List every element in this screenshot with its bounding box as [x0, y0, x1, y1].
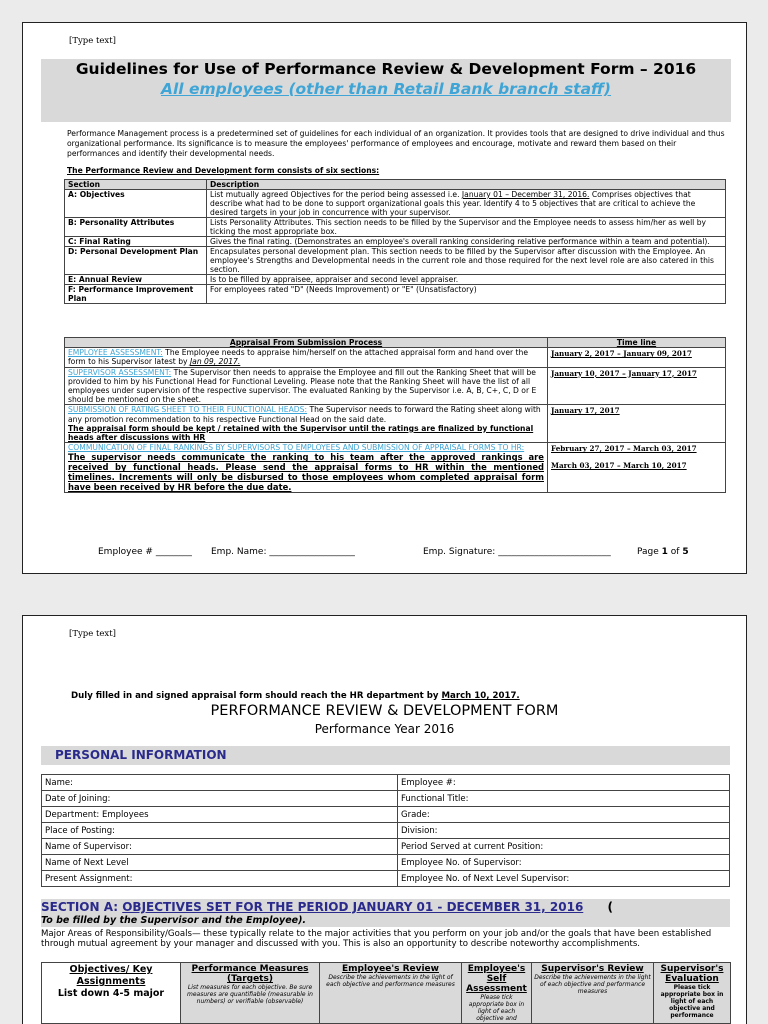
section-a-note: To be filled by the Supervisor and the Employee). [41, 915, 307, 926]
process-step: SUBMISSION OF RATING SHEET TO THEIR FUNCTIONAL HEADS: The Supervisor needs to forward the Rating sheet along with any promotion recommendation to his respective Functional Head on the said date. The appraisal form should be kept / retained with the Supervisor until the ratings are finalized by functional heads after discussions with HR [65, 405, 548, 443]
field-label[interactable]: Department: Employees [42, 807, 398, 823]
field-label[interactable]: Employee No. of Supervisor: [398, 855, 730, 871]
table-row [65, 405, 726, 443]
table-row [42, 871, 730, 887]
field-label[interactable]: Present Assignment: [42, 871, 398, 887]
table-row [42, 807, 730, 823]
guidelines-title: Guidelines for Use of Performance Review & Development Form – 2016 [75, 60, 697, 78]
table-row [65, 190, 726, 218]
column-header: Employee's Self Assessment Please tick appropriate box in light of each objective and [462, 963, 532, 1024]
step-title-link[interactable]: SUPERVISOR ASSESSMENT: [68, 367, 172, 377]
process-table-header [65, 338, 726, 348]
column-header: Supervisor's Review Describe the achievements in the light of each objective and performance measures [532, 963, 654, 1024]
bold-note: The supervisor needs communicate the ranking to his team after the approved rankings are received by functional heads. Please send the appraisal forms to HR within the mentioned timelines. Increments will only be disbursed to those employees whom completed appraisal form have been received by HR before the due date. [68, 452, 544, 493]
section-name: A: Objectives [65, 190, 207, 218]
intro-paragraph: Performance Management process is a predetermined set of guidelines for each individual of an organization. It provides tools that are designed to drive individual and thus organizational performance. Its significance is to measure the employees' performance of employees and encourage, motivate and reward them based on their performances and identify their developmental needs. [67, 129, 725, 158]
table-row [42, 855, 730, 871]
header-type-text: [Type text] [69, 629, 116, 639]
review-form-page [22, 615, 747, 1024]
step-title-link[interactable]: SUBMISSION OF RATING SHEET TO THEIR FUNCTIONAL HEADS: [68, 405, 308, 415]
field-label[interactable]: Name: [42, 775, 398, 791]
section-description: List mutually agreed Objectives for the period being assessed i.e. January 01 – December 31, 2016. Comprises objectives that describe what had to be done to support organizational goals this year. Identify 4 to 5 objectives that are critical to achieve the desired targets in your job in concurrence with your supervisor. [207, 190, 726, 218]
field-label[interactable]: Period Served at current Position: [398, 839, 730, 855]
objectives-table [41, 962, 731, 1024]
field-label[interactable]: Grade: [398, 807, 730, 823]
column-header: Time line [548, 338, 726, 348]
column-header: Employee's Review Describe the achievements in the light of each objective and performance measures [320, 963, 462, 1024]
field-label[interactable]: Date of Joining: [42, 791, 398, 807]
submission-notice: Duly filled in and signed appraisal form should reach the HR department by March 10, 2017. [71, 691, 520, 701]
sections-lead: The Performance Review and Development form consists of six sections: [67, 166, 380, 175]
form-title: PERFORMANCE REVIEW & DEVELOPMENT FORM [210, 703, 559, 719]
guidelines-page [22, 22, 747, 574]
step-title-link[interactable]: EMPLOYEE ASSESSMENT: [68, 348, 163, 358]
column-header: Section [65, 180, 207, 190]
timeline-cell: January 2, 2017 – January 09, 2017 [548, 348, 726, 367]
deadline-text: Jan 09, 2017. [189, 357, 241, 367]
process-step: EMPLOYEE ASSESSMENT: The Employee needs to appraise him/herself on the attached appraisal form and hand over the form to his Supervisor latest by Jan 09, 2017. [65, 348, 548, 367]
section-name: B: Personality Attributes [65, 218, 207, 237]
field-label[interactable]: Division: [398, 823, 730, 839]
section-description: Encapsulates personal development plan. This section needs to be filled by the Supervisor after discussion with the Employee. An employee's Strengths and Developmental needs in the current role and those required for the next level role are also catered in this section. [207, 247, 726, 275]
column-header: Performance Measures (Targets) List measures for each objective. Be sure measures are quantifiable (measurable in numbers) or verifiable (observable) [181, 963, 320, 1024]
sections-table-header [65, 180, 726, 190]
employee-number-field[interactable]: Employee # ________ [98, 547, 192, 557]
column-header: Supervisor's Evaluation Please tick appropriate box in light of each objective and performance [654, 963, 731, 1024]
table-row [65, 247, 726, 275]
table-row [65, 443, 726, 493]
table-row [42, 775, 730, 791]
personal-info-header: PERSONAL INFORMATION [41, 746, 730, 765]
section-name: E: Annual Review [65, 275, 207, 285]
field-label[interactable]: Name of Next Level [42, 855, 398, 871]
section-description: Lists Personality Attributes. This section needs to be filled by the Supervisor and the Employee needs to assess him/her as well by ticking the most appropriate box. [207, 218, 726, 237]
intro-block [67, 129, 727, 176]
process-step: SUPERVISOR ASSESSMENT: The Supervisor then needs to appraise the Employee and fill out the Ranking Sheet that will be provided to him by his Functional Head for Functional Leveling. Please note that the Ranking Sheet will have the list of all employees under supervision of the respective supervisor. The evaluated Ranking by the Supervisor i.e. A, B, C+, C, D or E should be mentioned on the sheet. [65, 367, 548, 405]
personal-info-table [41, 774, 730, 887]
table-row [65, 367, 726, 405]
table-row [42, 823, 730, 839]
employee-signature-field[interactable]: Emp. Signature: _________________________ [423, 547, 611, 557]
table-row [65, 218, 726, 237]
guidelines-subtitle: All employees (other than Retail Bank branch staff) [160, 80, 612, 98]
page-number: Page 1 of 5 [637, 547, 689, 557]
section-a-label: SECTION A: [41, 900, 119, 914]
field-label[interactable]: Employee #: [398, 775, 730, 791]
timeline-cell: January 17, 2017 [548, 405, 726, 443]
process-step [65, 443, 548, 493]
table-row [65, 275, 726, 285]
column-header: Objectives/ Key Assignments List down 4-5 major [42, 963, 181, 1024]
objectives-table-header [42, 963, 731, 1024]
table-row [65, 237, 726, 247]
section-a-header: SECTION A: OBJECTIVES SET FOR THE PERIOD JANUARY 01 - DECEMBER 31, 2016 ( To be filled by the Supervisor and the Employee). [41, 899, 730, 927]
field-label[interactable]: Functional Title: [398, 791, 730, 807]
section-name: D: Personal Development Plan [65, 247, 207, 275]
sections-table [64, 179, 726, 304]
column-header: Appraisal From Submission Process [65, 338, 548, 348]
header-type-text: [Type text] [69, 36, 116, 46]
section-a-heading: OBJECTIVES SET FOR THE PERIOD JANUARY 01 - DECEMBER 31, 2016 [122, 900, 584, 914]
section-description: Is to be filled by appraisee, appraiser and second level appraiser. [207, 275, 726, 285]
section-description: Gives the final rating. (Demonstrates an employee's overall ranking considering relative performance within a team and potential). [207, 237, 726, 247]
section-name: F: Performance Improvement Plan [65, 285, 207, 304]
column-header: Description [207, 180, 726, 190]
field-label[interactable]: Employee No. of Next Level Supervisor: [398, 871, 730, 887]
section-name: C: Final Rating [65, 237, 207, 247]
table-row [42, 791, 730, 807]
field-label[interactable]: Name of Supervisor: [42, 839, 398, 855]
timeline-cell: February 27, 2017 – March 03, 2017 March 03, 2017 – March 10, 2017 [548, 443, 726, 493]
section-a-description: Major Areas of Responsibility/Goals— these typically relate to the major activities that you perform on your job and/or the goals that have been established through mutual agreement by your manager and discussed with you. This is also an opportunity to describe noteworthy accomplishments. [41, 929, 712, 949]
table-row [42, 839, 730, 855]
table-row [65, 348, 726, 367]
bold-note: The appraisal form should be kept / retained with the Supervisor until the ratings are finalized by functional heads after discussions with HR [68, 423, 534, 443]
timeline-cell: January 10, 2017 – January 17, 2017 [548, 367, 726, 405]
employee-name-field[interactable]: Emp. Name: ___________________ [211, 547, 355, 557]
form-subtitle: Performance Year 2016 [314, 722, 455, 736]
step-title-link[interactable]: COMMUNICATION OF FINAL RANKINGS BY SUPERVISORS TO EMPLOYEES AND SUBMISSION OF APPRAISAL FORMS TO HR: [68, 443, 525, 453]
process-table [64, 337, 726, 493]
field-label[interactable]: Place of Posting: [42, 823, 398, 839]
table-row [65, 285, 726, 304]
guidelines-title-box [41, 59, 731, 122]
section-description: For employees rated "D" (Needs Improvement) or "E" (Unsatisfactory) [207, 285, 726, 304]
